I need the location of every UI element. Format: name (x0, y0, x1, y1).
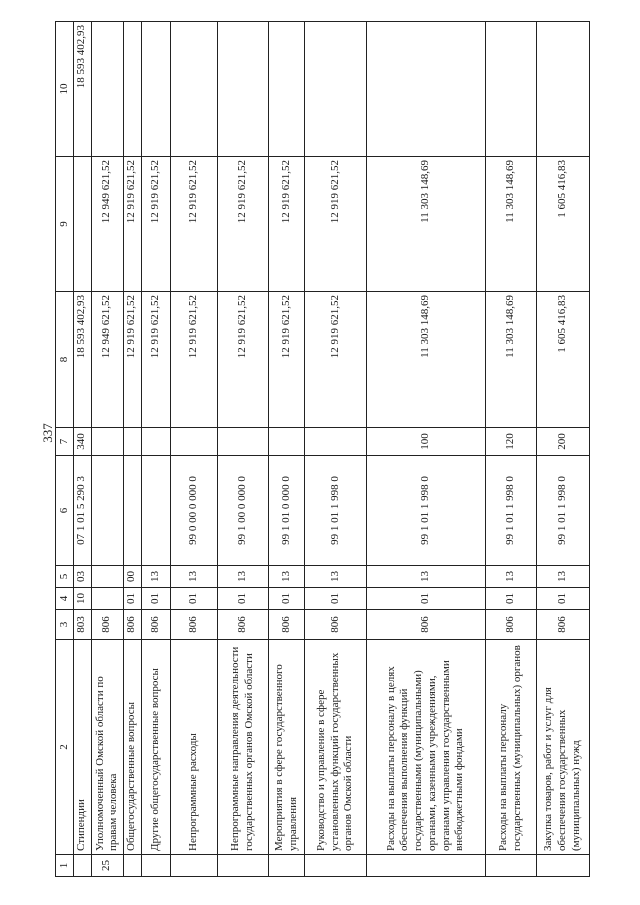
row-name: Уполномоченный Омской области по правам человека (91, 640, 123, 855)
col4-cell: 01 (485, 588, 536, 610)
col6-cell: 99 1 01 1 998 0 (305, 456, 367, 566)
col8-value: 12 919 621,52 (269, 292, 305, 428)
col10-value (141, 22, 171, 157)
table-row (536, 22, 589, 877)
col3-cell: 803 (73, 610, 91, 640)
col4-cell: 01 (305, 588, 367, 610)
col6-cell: 99 1 01 1 998 0 (485, 456, 536, 566)
table-row (305, 22, 367, 877)
rotated-table-wrapper (55, 22, 590, 877)
header-cell: 7 (56, 428, 74, 456)
table-row (269, 22, 305, 877)
col3-cell: 806 (218, 610, 269, 640)
col6-cell (141, 456, 171, 566)
header-cell: 2 (56, 640, 74, 855)
col9-value: 12 919 621,52 (305, 157, 367, 292)
col6-cell: 99 1 01 1 998 0 (366, 456, 485, 566)
col3-cell: 806 (91, 610, 123, 640)
col5-cell: 13 (305, 566, 367, 588)
col4-cell: 01 (123, 588, 141, 610)
col8-value: 12 919 621,52 (305, 292, 367, 428)
row-name: Закупка товаров, работ и услуг для обеспечения государственных (муниципальных) нужд (536, 640, 589, 855)
col7-cell (218, 428, 269, 456)
col6-cell: 99 0 00 0 000 0 (171, 456, 218, 566)
table-row (218, 22, 269, 877)
row-name: Мероприятия в сфере государственного управления (269, 640, 305, 855)
col7-cell: 100 (366, 428, 485, 456)
col9-value: 12 919 621,52 (171, 157, 218, 292)
col7-cell (269, 428, 305, 456)
budget-table (55, 21, 590, 877)
col9-value (73, 157, 91, 292)
col4-cell: 01 (218, 588, 269, 610)
col7-cell: 120 (485, 428, 536, 456)
header-cell: 8 (56, 292, 74, 428)
col3-cell: 806 (123, 610, 141, 640)
col8-value: 18 593 402,93 (73, 292, 91, 428)
col10-value (366, 22, 485, 157)
col8-value: 12 919 621,52 (141, 292, 171, 428)
col9-value: 11 303 148,69 (485, 157, 536, 292)
row-number (218, 855, 269, 877)
col9-value: 12 919 621,52 (141, 157, 171, 292)
col3-cell: 806 (269, 610, 305, 640)
table-row (91, 22, 123, 877)
col4-cell: 01 (536, 588, 589, 610)
col3-cell: 806 (141, 610, 171, 640)
row-name: Общегосударственные вопросы (123, 640, 141, 855)
col3-cell: 806 (485, 610, 536, 640)
col10-value (171, 22, 218, 157)
col6-cell: 07 1 01 5 290 3 (73, 456, 91, 566)
col6-cell: 99 1 00 0 000 0 (218, 456, 269, 566)
row-number (171, 855, 218, 877)
header-cell: 6 (56, 456, 74, 566)
col6-cell (91, 456, 123, 566)
col5-cell: 13 (171, 566, 218, 588)
table-row (366, 22, 485, 877)
col8-value: 12 919 621,52 (218, 292, 269, 428)
table-row (485, 22, 536, 877)
row-number (269, 855, 305, 877)
col8-value: 11 303 148,69 (366, 292, 485, 428)
col9-value: 12 919 621,52 (123, 157, 141, 292)
col4-cell: 10 (73, 588, 91, 610)
col8-value: 1 605 416,83 (536, 292, 589, 428)
col5-cell: 13 (141, 566, 171, 588)
col10-value: 18 593 402,93 (73, 22, 91, 157)
col5-cell: 13 (218, 566, 269, 588)
col9-value: 12 919 621,52 (269, 157, 305, 292)
col8-value: 11 303 148,69 (485, 292, 536, 428)
page-number: 337 (40, 423, 55, 443)
table-row (123, 22, 141, 877)
col4-cell: 01 (269, 588, 305, 610)
table-row (73, 22, 91, 877)
col6-cell: 99 1 01 0 000 0 (269, 456, 305, 566)
header-cell: 9 (56, 157, 74, 292)
col4-cell: 01 (141, 588, 171, 610)
row-number (141, 855, 171, 877)
col7-cell: 200 (536, 428, 589, 456)
col3-cell: 806 (305, 610, 367, 640)
col4-cell (91, 588, 123, 610)
col9-value: 12 919 621,52 (218, 157, 269, 292)
row-number (123, 855, 141, 877)
col10-value (485, 22, 536, 157)
col7-cell (91, 428, 123, 456)
col10-value (305, 22, 367, 157)
col8-value: 12 949 621,52 (91, 292, 123, 428)
col9-value: 1 605 416,83 (536, 157, 589, 292)
col7-cell (141, 428, 171, 456)
row-name: Другие общегосударственные вопросы (141, 640, 171, 855)
col3-cell: 806 (366, 610, 485, 640)
header-cell: 3 (56, 610, 74, 640)
col3-cell: 806 (171, 610, 218, 640)
header-cell: 5 (56, 566, 74, 588)
row-name: Руководство и управление в сфере установленных функций государственных органов Омской области (305, 640, 367, 855)
col5-cell: 00 (123, 566, 141, 588)
col9-value: 11 303 148,69 (366, 157, 485, 292)
col5-cell: 13 (269, 566, 305, 588)
col10-value (91, 22, 123, 157)
row-number (536, 855, 589, 877)
col6-cell (123, 456, 141, 566)
row-number (305, 855, 367, 877)
col5-cell: 13 (536, 566, 589, 588)
col7-cell (305, 428, 367, 456)
row-name: Непрограммные направления деятельности государственных органов Омской области (218, 640, 269, 855)
col8-value: 12 919 621,52 (171, 292, 218, 428)
row-number (366, 855, 485, 877)
col10-value (269, 22, 305, 157)
col10-value (218, 22, 269, 157)
col4-cell: 01 (366, 588, 485, 610)
row-name: Расходы на выплаты персоналу государственных (муниципальных) органов (485, 640, 536, 855)
col4-cell: 01 (171, 588, 218, 610)
row-number (73, 855, 91, 877)
header-cell: 1 (56, 855, 74, 877)
header-cell: 10 (56, 22, 74, 157)
col5-cell: 13 (485, 566, 536, 588)
header-row (56, 22, 74, 877)
col7-cell (171, 428, 218, 456)
row-number: 25 (91, 855, 123, 877)
col5-cell (91, 566, 123, 588)
col5-cell: 03 (73, 566, 91, 588)
col10-value (536, 22, 589, 157)
col8-value: 12 919 621,52 (123, 292, 141, 428)
col7-cell (123, 428, 141, 456)
table-row (141, 22, 171, 877)
header-cell: 4 (56, 588, 74, 610)
col6-cell: 99 1 01 1 998 0 (536, 456, 589, 566)
table-row (171, 22, 218, 877)
col3-cell: 806 (536, 610, 589, 640)
row-number (485, 855, 536, 877)
col10-value (123, 22, 141, 157)
row-name: Стипендии (73, 640, 91, 855)
row-name: Расходы на выплаты персоналу в целях обеспечения выполнения функций государственными (муниципальными) органами, казенными учреждениями, органами управления государственными внебюджетными фондами (366, 640, 485, 855)
row-name: Непрограммные расходы (171, 640, 218, 855)
col5-cell: 13 (366, 566, 485, 588)
col7-cell: 340 (73, 428, 91, 456)
col9-value: 12 949 621,52 (91, 157, 123, 292)
